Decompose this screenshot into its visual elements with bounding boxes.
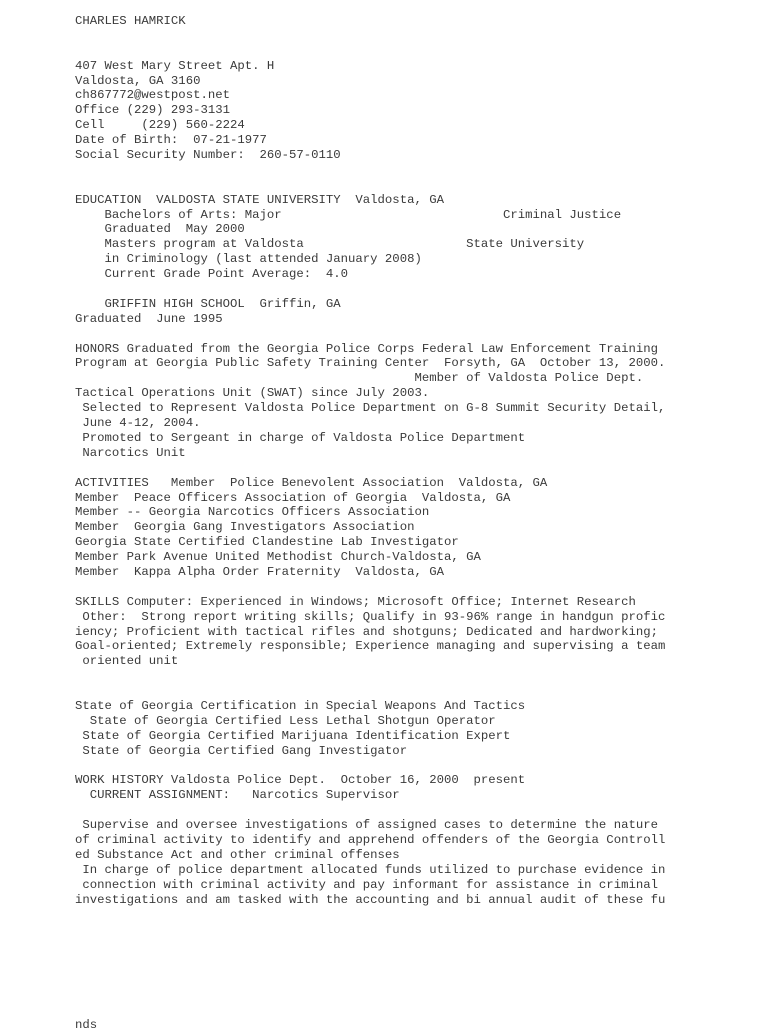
certification-line: State of Georgia Certified Marijuana Identification Expert	[75, 728, 511, 743]
certifications-section	[75, 699, 765, 759]
activities-line: Member -- Georgia Narcotics Officers Association	[75, 505, 430, 520]
city-line: Valdosta, GA 3160	[75, 73, 201, 88]
duty-line: ed Substance Act and other criminal offenses	[75, 847, 400, 862]
education-line: Masters program at Valdosta State University	[75, 237, 585, 252]
activities-line: Member Peace Officers Association of Georgia Valdosta, GA	[75, 490, 511, 505]
high-school-line: Graduated June 1995	[75, 311, 223, 326]
office-phone-line: Office (229) 293-3131	[75, 103, 230, 118]
certification-line: State of Georgia Certification in Special Weapons And Tactics	[75, 698, 526, 713]
honors-line: Narcotics Unit	[75, 445, 186, 460]
activities-line: Georgia State Certified Clandestine Lab Investigator	[75, 535, 459, 550]
duty-line: of criminal activity to identify and apprehend offenders of the Georgia Controll	[75, 832, 666, 847]
address-line: 407 West Mary Street Apt. H	[75, 58, 275, 73]
high-school-line: GRIFFIN HIGH SCHOOL Griffin, GA	[75, 296, 341, 311]
skills-line: SKILLS Computer: Experienced in Windows; Microsoft Office; Internet Research	[75, 594, 636, 609]
education-line: Graduated May 2000	[75, 222, 245, 237]
activities-section	[75, 476, 765, 580]
honors-line: June 4-12, 2004.	[75, 416, 201, 431]
email-line: ch867772@westpost.net	[75, 88, 230, 103]
certification-line: State of Georgia Certified Gang Investigator	[75, 743, 408, 758]
date-of-birth-line: Date of Birth: 07-21-1977	[75, 133, 267, 148]
honors-line: Program at Georgia Public Safety Training Center Forsyth, GA October 13, 2000.	[75, 356, 666, 371]
activities-line: Member Park Avenue United Methodist Church-Valdosta, GA	[75, 550, 481, 565]
education-line: Bachelors of Arts: Major Criminal Justice	[75, 207, 622, 222]
activities-line: Member Georgia Gang Investigators Association	[75, 520, 415, 535]
duty-line: investigations and am tasked with the accounting and bi annual audit of these fu	[75, 892, 666, 907]
honors-line: Selected to Represent Valdosta Police Department on G-8 Summit Security Detail,	[75, 401, 666, 416]
skills-line: oriented unit	[75, 654, 179, 669]
ssn-line: Social Security Number: 260-57-0110	[75, 148, 341, 163]
duty-line: Supervise and oversee investigations of assigned cases to determine the nature	[75, 818, 658, 833]
work-history-line: CURRENT ASSIGNMENT: Narcotics Supervisor	[75, 788, 400, 803]
skills-line: iency; Proficient with tactical rifles and shotguns; Dedicated and hardworking;	[75, 624, 658, 639]
skills-section	[75, 595, 765, 669]
education-section	[75, 193, 765, 327]
honors-line: Tactical Operations Unit (SWAT) since July 2003.	[75, 386, 430, 401]
honors-line: Member of Valdosta Police Dept.	[75, 371, 644, 386]
education-line: Current Grade Point Average: 4.0	[75, 267, 349, 282]
honors-line: Promoted to Sergeant in charge of Valdosta Police Department	[75, 430, 526, 445]
page-end-fragment: nds	[75, 1018, 98, 1033]
work-history-line: WORK HISTORY Valdosta Police Dept. October 16, 2000 present	[75, 773, 526, 788]
activities-line: Member Kappa Alpha Order Fraternity Valdosta, GA	[75, 564, 444, 579]
cell-phone-line: Cell (229) 560-2224	[75, 118, 245, 133]
honors-line: HONORS Graduated from the Georgia Police Corps Federal Law Enforcement Training	[75, 341, 658, 356]
skills-line: Goal-oriented; Extremely responsible; Experience managing and supervising a team	[75, 639, 666, 654]
duty-line: connection with criminal activity and pay informant for assistance in criminal	[75, 877, 658, 892]
work-history-section	[75, 773, 765, 907]
resume-name: CHARLES HAMRICK	[75, 14, 186, 28]
education-line: EDUCATION VALDOSTA STATE UNIVERSITY Valdosta, GA	[75, 192, 444, 207]
resume-document	[75, 14, 765, 1033]
skills-line: Other: Strong report writing skills; Qualify in 93-96% range in handgun profic	[75, 609, 666, 624]
education-line: in Criminology (last attended January 2008)	[75, 252, 422, 267]
activities-line: ACTIVITIES Member Police Benevolent Association Valdosta, GA	[75, 475, 548, 490]
certification-line: State of Georgia Certified Less Lethal Shotgun Operator	[75, 713, 496, 728]
duty-line: In charge of police department allocated funds utilized to purchase evidence in	[75, 862, 666, 877]
honors-section	[75, 342, 765, 461]
contact-block	[75, 59, 765, 163]
